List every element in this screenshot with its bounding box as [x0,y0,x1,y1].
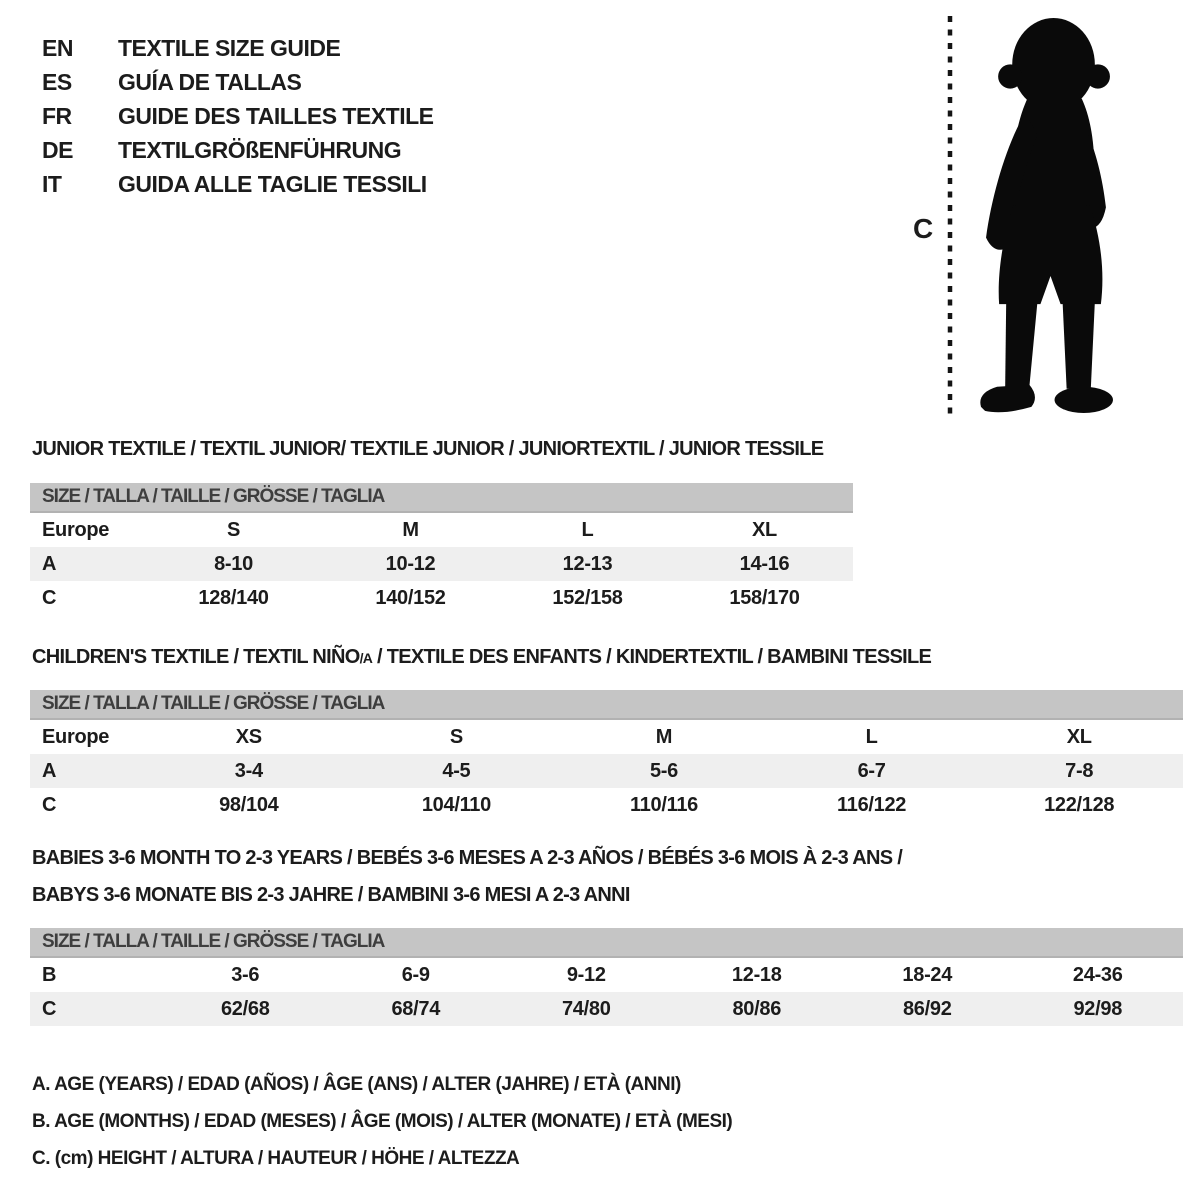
junior-size-header-bar: SIZE / TALLA / TAILLE / GRÖSSE / TAGLIA [30,483,853,513]
junior-size-table [30,483,853,615]
babies-height-value: 92/98 [1073,997,1123,1020]
junior-height-value: 128/140 [198,586,269,609]
babies-height-row-label: C [42,997,57,1020]
junior-age-value: 12-13 [562,552,613,575]
children-age-value: 7-8 [1065,759,1094,782]
children-columns-row [30,720,1183,754]
babies-height-value: 62/68 [220,997,270,1020]
junior-height-value: 158/170 [729,586,800,609]
children-section-title [32,646,931,669]
children-size-col: XL [1066,725,1092,748]
children-age-value: 4-5 [442,759,471,782]
babies-height-value: 74/80 [561,997,611,1020]
guide-title-es: GUÍA DE TALLAS [118,68,302,95]
language-row-fr [42,99,434,133]
junior-size-col: S [226,518,241,541]
language-code-en: EN [42,34,73,61]
children-size-table [30,690,1183,822]
junior-size-col: L [581,518,594,541]
legend-age-months: B. AGE (MONTHS) / EDAD (MESES) / ÂGE (MOIS) / ALTER (MONATE) / ETÀ (MESI) [32,1111,733,1132]
babies-size-header-bar: SIZE / TALLA / TAILLE / GRÖSSE / TAGLIA [30,928,1183,958]
toddler-silhouette-icon [960,12,1138,425]
babies-months-value: 9-12 [566,963,606,986]
babies-months-value: 12-18 [731,963,782,986]
children-height-value: 122/128 [1044,793,1115,816]
babies-size-table [30,928,1183,1026]
babies-title-line2: BABYS 3-6 MONATE BIS 2-3 JAHRE / BAMBINI 3-6 MESI A 2-3 ANNI [32,884,630,906]
children-size-col: L [865,725,878,748]
children-size-col: S [449,725,463,748]
language-code-fr: FR [42,102,72,129]
children-age-value: 6-7 [857,759,886,782]
junior-age-row-label: A [42,552,57,575]
language-row-en [42,31,434,65]
children-title-sub: /A [359,650,373,666]
children-age-row-label: A [42,759,57,782]
children-age-row [30,754,1183,788]
measurement-legend [32,1066,732,1177]
junior-age-value: 10-12 [385,552,436,575]
babies-section-title [32,840,902,914]
language-title-list [42,31,434,201]
language-code-de: DE [42,136,73,163]
children-height-value: 116/122 [837,793,907,816]
junior-height-row [30,581,853,615]
legend-age-years: A. AGE (YEARS) / EDAD (AÑOS) / ÂGE (ANS) / ALTER (JAHRE) / ETÀ (ANNI) [32,1074,681,1095]
children-title-rest: / TEXTILE DES ENFANTS / KINDERTEXTIL / BAMBINI TESSILE [372,646,932,668]
junior-section-title: JUNIOR TEXTILE / TEXTIL JUNIOR/ TEXTILE JUNIOR / JUNIORTEXTIL / JUNIOR TESSILE [32,438,824,460]
guide-title-fr: GUIDE DES TAILLES TEXTILE [118,102,434,129]
babies-months-value: 3-6 [231,963,260,986]
language-code-es: ES [42,68,72,95]
height-measure-dotted-line [946,16,954,421]
height-measure-label: C [913,213,934,244]
babies-months-row-label: B [42,963,57,986]
babies-height-value: 80/86 [732,997,782,1020]
guide-title-en: TEXTILE SIZE GUIDE [118,34,341,61]
guide-title-de: TEXTILGRÖßENFÜHRUNG [118,136,402,163]
babies-months-value: 6-9 [401,963,430,986]
guide-title-it: GUIDA ALLE TAGLIE TESSILI [118,170,427,197]
language-row-de [42,133,434,167]
children-size-col: M [655,725,673,748]
children-height-row [30,788,1183,822]
babies-months-value: 18-24 [902,963,953,986]
children-region-label: Europe [42,725,110,748]
children-height-value: 98/104 [219,793,279,816]
junior-age-row [30,547,853,581]
junior-age-value: 8-10 [214,552,253,575]
language-code-it: IT [42,170,62,197]
language-row-es [42,65,434,99]
junior-columns-row [30,513,853,547]
children-size-col: XS [235,725,262,748]
children-age-value: 3-4 [234,759,263,782]
babies-title-line1: BABIES 3-6 MONTH TO 2-3 YEARS / BEBÉS 3-6 MESES A 2-3 AÑOS / BÉBÉS 3-6 MOIS À 2-3 ANS / [32,847,903,869]
babies-height-value: 68/74 [391,997,441,1020]
children-age-value: 5-6 [649,759,678,782]
babies-months-row [30,958,1183,992]
language-row-it [42,167,434,201]
babies-height-value: 86/92 [902,997,952,1020]
junior-height-value: 152/158 [552,586,623,609]
junior-height-value: 140/152 [375,586,446,609]
legend-height-cm: C. (cm) HEIGHT / ALTURA / HAUTEUR / HÖHE / ALTEZZA [32,1148,520,1169]
children-height-row-label: C [42,793,57,816]
children-size-header-bar: SIZE / TALLA / TAILLE / GRÖSSE / TAGLIA [30,690,1183,720]
children-height-value: 104/110 [421,793,491,816]
babies-height-row [30,992,1183,1026]
junior-height-row-label: C [42,586,57,609]
children-title-main: CHILDREN'S TEXTILE / TEXTIL NIÑO [32,646,360,668]
junior-age-value: 14-16 [739,552,790,575]
junior-size-col: XL [752,518,777,541]
junior-size-col: M [402,518,419,541]
children-height-value: 110/116 [629,793,698,816]
junior-region-label: Europe [42,518,110,541]
babies-months-value: 24-36 [1072,963,1123,986]
